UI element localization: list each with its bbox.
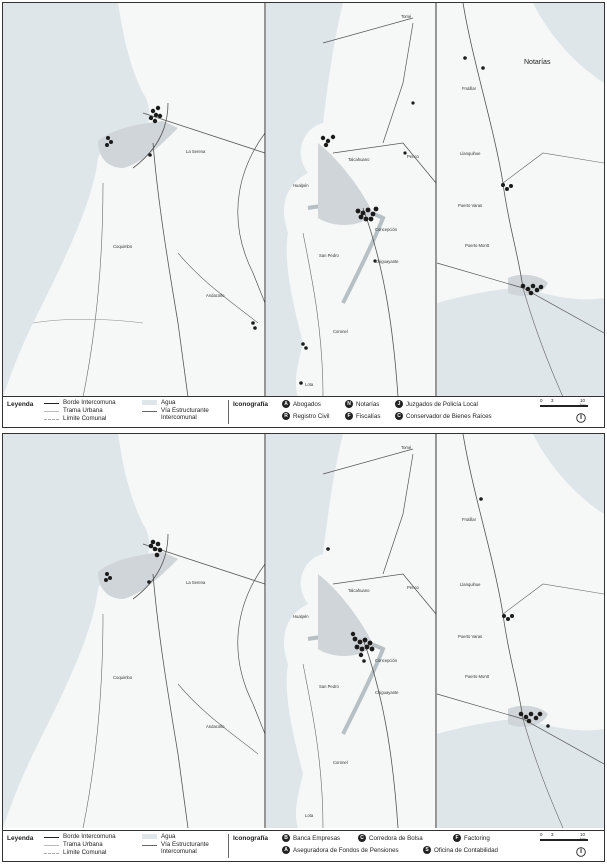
svg-text:Frutillar: Frutillar [462,86,476,91]
borde-swatch [44,403,59,404]
svg-text:Frutillar: Frutillar [462,517,476,522]
figure-financial-services [2,433,605,862]
map-panel-la-serena [3,3,265,397]
svg-text:La Serena: La Serena [186,149,206,154]
svg-text:Penco: Penco [407,154,419,159]
scale-bar: 0 3 10 [540,834,592,844]
svg-text:Hualpén: Hualpén [293,614,309,619]
legend-col-2 [141,399,231,421]
ico-juzgados: J Juzgados de Policía Local [395,400,478,409]
iconography-title: Iconografía [233,835,269,842]
map-panels [3,3,604,397]
legend-agua: Agua [141,399,231,407]
ico-registro-civil: R Registro Civil [282,412,329,421]
figure-legal-services [2,2,605,428]
svg-text:Coronel: Coronel [333,329,348,334]
legend-trama: Trama Urbana [43,407,116,415]
svg-text:Coquimbo: Coquimbo [113,244,133,249]
legend-via: Vía Estructurante Intercomunal [141,407,231,415]
svg-text:Coronel: Coronel [333,760,348,765]
svg-text:Lota: Lota [305,382,314,387]
legend-limite: Límite Comunal [43,415,116,423]
ico-abogados: A Abogados [282,400,321,409]
legend-borde: Borde Intercomuna [43,399,116,407]
trama-swatch [44,845,59,846]
ico-aseguradora: A Aseguradora de Fondos de Pensiones [282,846,399,855]
legend-agua: Agua [141,833,231,841]
svg-text:Llanquihue: Llanquihue [460,151,481,156]
svg-text:Tomé: Tomé [401,14,412,19]
legend-title: Leyenda [7,835,34,842]
trama-swatch [44,411,59,412]
limite-swatch [44,419,59,420]
svg-text:Coquimbo: Coquimbo [113,675,133,680]
legend-bar [3,830,604,861]
borde-swatch [44,837,59,838]
svg-text:Llanquihue: Llanquihue [460,582,481,587]
ico-factoring: F Factoring [453,834,490,843]
legend-trama: Trama Urbana [43,841,116,849]
map-panel-puerto-montt [437,3,604,397]
svg-text:Chiguayante: Chiguayante [375,690,399,695]
svg-text:Talcahuano: Talcahuano [348,588,370,593]
north-arrow-icon [576,413,586,423]
legend-via: Vía Estructurante Intercomunal [141,841,231,849]
svg-text:Concepción: Concepción [375,227,398,232]
north-arrow-icon [576,847,586,857]
map-panel-concepcion [266,3,436,397]
map-panel-puerto-montt [437,434,604,828]
ico-conservador: C Conservador de Bienes Raíces [395,412,492,421]
svg-text:Tomé: Tomé [401,445,412,450]
via-swatch [142,845,157,846]
svg-text:Puerto Montt: Puerto Montt [465,674,489,679]
svg-text:Talcahuano: Talcahuano [348,157,370,162]
svg-text:Penco: Penco [407,585,419,590]
legend-col-1 [43,399,116,423]
via-swatch [142,411,157,412]
svg-text:Concepción: Concepción [375,658,398,663]
legend-col-1 [43,833,116,857]
legend-limite: Límite Comunal [43,849,116,857]
legend-divider [228,400,229,424]
ico-notarias: N Notarías [345,400,379,409]
svg-text:Lota: Lota [305,813,314,818]
map-panels [3,434,604,828]
ico-corredora-bolsa: C Corredora de Bolsa [358,834,423,843]
ico-oficina-contabilidad: S Oficina de Contabilidad [423,846,498,855]
legend-col-2 [141,833,231,855]
legend-bar [3,396,604,427]
svg-text:Andacollo: Andacollo [206,724,225,729]
svg-text:La Serena: La Serena [186,580,206,585]
iconography-title: Iconografía [233,401,269,408]
agua-swatch [142,834,157,839]
svg-text:Hualpén: Hualpén [293,183,309,188]
legend-borde: Borde Intercomuna [43,833,116,841]
map-panel-la-serena [3,434,265,828]
scale-bar: 0 3 10 [540,400,592,410]
ico-banca-empresas: B Banca Empresas [282,834,340,843]
svg-text:San Pedro: San Pedro [319,253,339,258]
agua-swatch [142,400,157,405]
svg-text:Chiguayante: Chiguayante [375,259,399,264]
inset-title: Notarías [524,59,551,66]
map-panel-concepcion [266,434,436,828]
legend-divider [228,834,229,858]
ico-fiscalias: F Fiscalías [345,412,380,421]
legend-title: Leyenda [7,401,34,408]
svg-text:Puerto Varas: Puerto Varas [458,203,483,208]
svg-text:San Pedro: San Pedro [319,684,339,689]
limite-swatch [44,853,59,854]
svg-text:Andacollo: Andacollo [206,293,225,298]
svg-text:Puerto Varas: Puerto Varas [458,634,483,639]
svg-text:Puerto Montt: Puerto Montt [465,243,489,248]
